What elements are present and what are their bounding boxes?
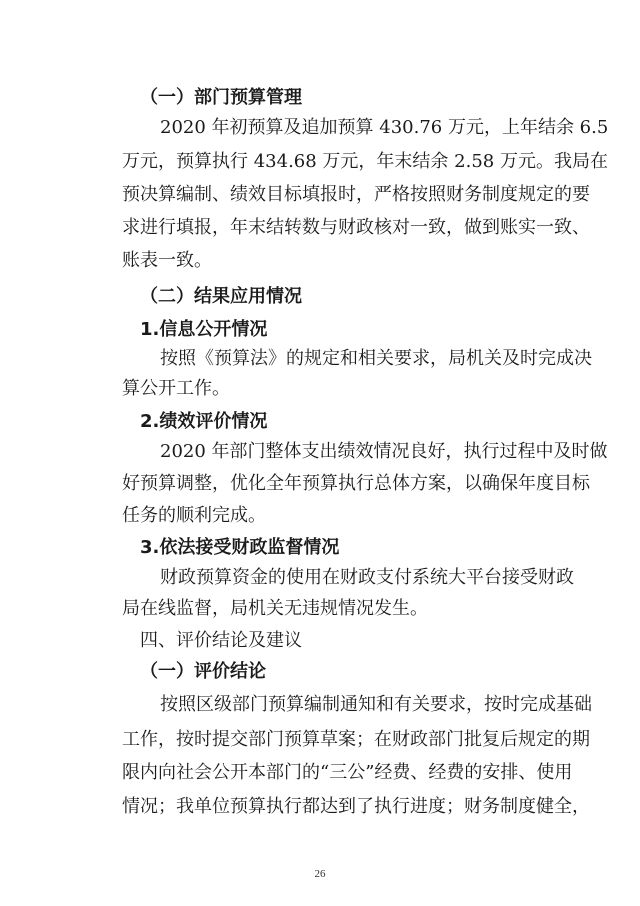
- paragraph-line: 2020 年初预算及追加预算 430.76 万元，上年结余 6.5: [160, 117, 609, 138]
- section-heading-evaluation-conclusion: 四、评价结论及建议: [140, 630, 302, 651]
- paragraph-line: 任务的顺利完成。: [122, 505, 266, 526]
- paragraph-line: 求进行填报，年末结转数与财政核对一致，做到账实一致、: [122, 217, 590, 238]
- subheading-conclusion: （一）评价结论: [140, 661, 266, 682]
- paragraph-line: 2020 年部门整体支出绩效情况良好，执行过程中及时做: [160, 441, 608, 462]
- page-number: 26: [314, 868, 326, 880]
- paragraph-line: 按照区级部门预算编制通知和有关要求，按时完成基础: [160, 694, 592, 715]
- paragraph-line: 万元，预算执行 434.68 万元，年末结余 2.58 万元。我局在: [122, 151, 608, 172]
- paragraph-line: 局在线监督，局机关无违规情况发生。: [122, 598, 428, 619]
- paragraph-line: 限内向社会公开本部门的“三公”经费、经费的安排、使用: [122, 762, 573, 783]
- paragraph-line: 财政预算资金的使用在财政支付系统大平台接受财政: [160, 567, 574, 588]
- section-heading-budget-management: （一）部门预算管理: [140, 87, 302, 108]
- paragraph-line: 预决算编制、绩效目标填报时，严格按照财务制度规定的要: [122, 184, 590, 205]
- paragraph-line: 好预算调整，优化全年预算执行总体方案，以确保年度目标: [122, 473, 590, 494]
- paragraph-line: 情况；我单位预算执行都达到了执行进度；财务制度健全，: [122, 796, 590, 817]
- subheading-performance-evaluation: 2.绩效评价情况: [140, 411, 268, 432]
- subheading-info-disclosure: 1.信息公开情况: [140, 319, 268, 340]
- paragraph-line: 工作，按时提交部门预算草案；在财政部门批复后规定的期: [122, 729, 590, 750]
- section-heading-results-application: （二）结果应用情况: [140, 286, 302, 307]
- subheading-financial-supervision: 3.依法接受财政监督情况: [140, 537, 340, 558]
- paragraph-line: 账表一致。: [122, 250, 212, 271]
- paragraph-line: 算公开工作。: [122, 378, 230, 399]
- paragraph-line: 按照《预算法》的规定和相关要求，局机关及时完成决: [160, 348, 592, 369]
